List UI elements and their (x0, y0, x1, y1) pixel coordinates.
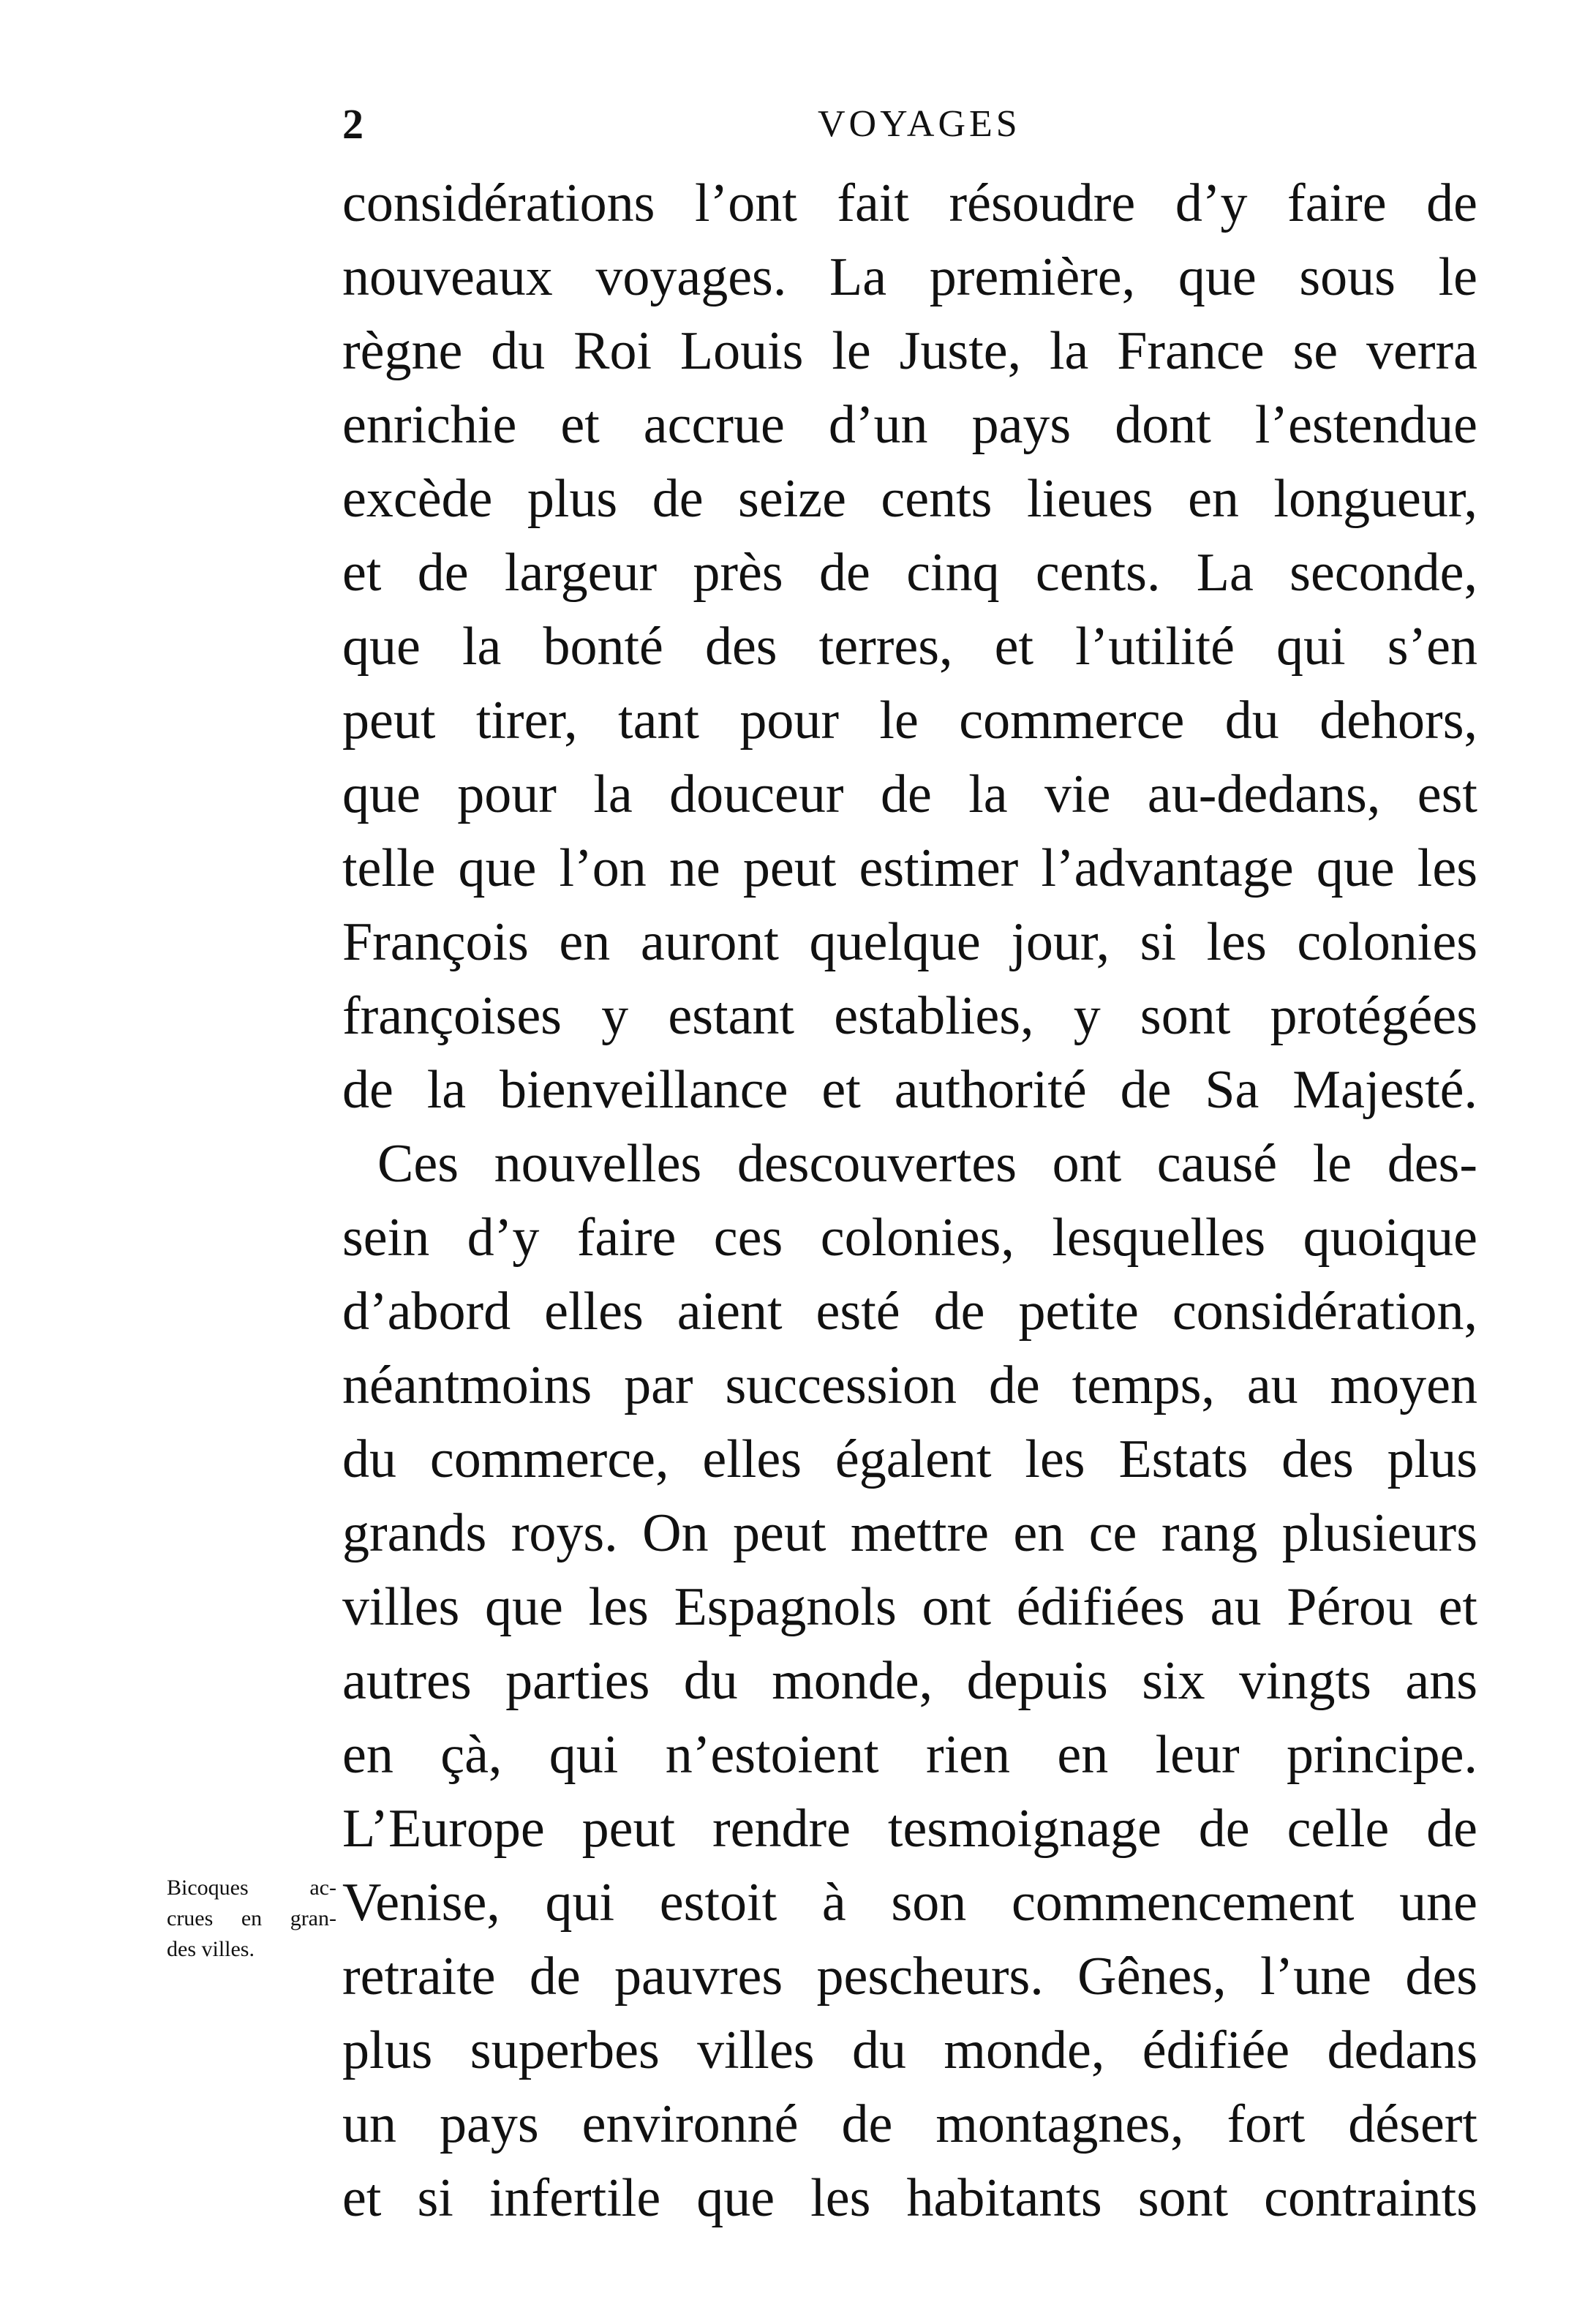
text-line: L’Europe peut rendre tesmoignage de celle de (342, 1799, 1477, 1859)
text-line: peut tirer, tant pour le commerce du dehors, (342, 691, 1477, 751)
text-line: que la bonté des terres, et l’utilité qui s’en (342, 617, 1477, 677)
text-line: Ces nouvelles descouvertes ont causé le des- (377, 1134, 1477, 1194)
text-line: Venise, qui estoit à son commencement une (342, 1873, 1477, 1933)
page-number: 2 (342, 100, 364, 148)
text-line: du commerce, elles égalent les Estats des plus (342, 1429, 1477, 1489)
text-line: un pays environné de montagnes, fort désert (342, 2094, 1477, 2154)
text-line: règne du Roi Louis le Juste, la France se verra (342, 321, 1477, 381)
text-line: considérations l’ont fait résoudre d’y faire de (342, 173, 1477, 233)
text-line: excède plus de seize cents lieues en longueur, (342, 469, 1477, 529)
text-line: et si infertile que les habitants sont contraints (342, 2168, 1477, 2228)
text-line: en çà, qui n’estoient rien en leur principe. (342, 1725, 1477, 1785)
body-text (342, 167, 1477, 2235)
running-title: VOYAGES (818, 103, 1021, 145)
text-line: plus superbes villes du monde, édifiée dedans (342, 2020, 1477, 2080)
text-line: que pour la douceur de la vie au-dedans, est (342, 764, 1477, 824)
text-line: d’abord elles aient esté de petite considération, (342, 1282, 1477, 1342)
running-head (342, 88, 1477, 161)
text-line: autres parties du monde, depuis six vingts ans (342, 1651, 1477, 1711)
text-line: et de largeur près de cinq cents. La seconde, (342, 543, 1477, 603)
text-line: françoises y estant establies, y sont protégées (342, 986, 1477, 1046)
text-line: François en auront quelque jour, si les colonies (342, 912, 1477, 972)
text-line: retraite de pauvres pescheurs. Gênes, l’une des (342, 1947, 1477, 2007)
marginal-note-line: Bicoques ac- (167, 1876, 336, 1900)
text-line: grands roys. On peut mettre en ce rang plusieurs (342, 1503, 1477, 1563)
text-line: nouveaux voyages. La première, que sous le (342, 247, 1477, 307)
text-line: enrichie et accrue d’un pays dont l’estendue (342, 395, 1477, 455)
text-line: de la bienveillance et authorité de Sa Majesté. (342, 1060, 1477, 1120)
marginal-note (167, 1873, 336, 1965)
text-line: telle que l’on ne peut estimer l’advantage que les (342, 838, 1477, 898)
marginal-note-line: des villes. (167, 1937, 255, 1961)
text-line: villes que les Espagnols ont édifiées au Pérou et (342, 1577, 1477, 1637)
text-line: sein d’y faire ces colonies, lesquelles quoique (342, 1208, 1477, 1268)
marginal-note-line: crues en gran- (167, 1906, 336, 1930)
text-line: néantmoins par succession de temps, au moyen (342, 1355, 1477, 1415)
